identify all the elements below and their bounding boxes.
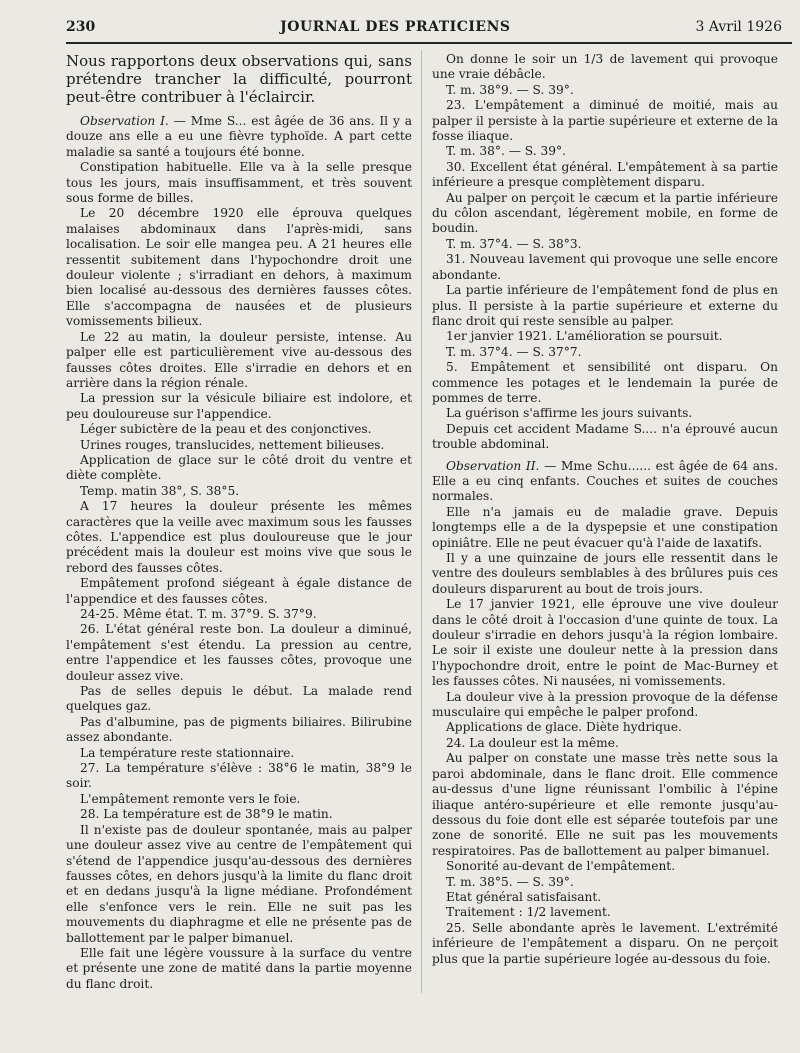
- paragraph: Le 17 janvier 1921, elle éprouve une vive douleur dans le côté droit à l'occasion d'une quinte de toux. La douleur s'irradie en dehors jusqu'à la région lombaire. Le soir il existe une douleur nette à la pression dans l'hypochondre droit, entre le point de Mac-Burney et les fausses côtes. Ni nausées, ni vomissements.: [432, 597, 778, 689]
- paragraph: 24. La douleur est la même.: [446, 735, 619, 750]
- right-column: [432, 52, 778, 993]
- paragraph: Pas d'albumine, pas de pigments biliaires. Bilirubine assez abondante.: [66, 714, 412, 745]
- paragraph: L'empâtement remonte vers le foie.: [80, 791, 301, 806]
- page-header: [66, 14, 782, 40]
- paragraph: Etat général satisfaisant.: [446, 889, 602, 904]
- paragraph: Temp. matin 38°, S. 38°5.: [80, 483, 240, 498]
- paragraph: Constipation habituelle. Elle va à la selle presque tous les jours, mais insuffisamment, et très souvent sous forme de billes.: [66, 160, 412, 206]
- paragraph: T. m. 38°. — S. 39°.: [446, 144, 566, 159]
- observation-1-title: Observation I.: [80, 114, 169, 128]
- paragraph: 23. L'empâtement a diminué de moitié, mais au palper il persiste à la partie supérieure et externe de la fosse iliaque.: [432, 98, 778, 144]
- paragraph: T. m. 37°4. — S. 38°3.: [446, 236, 582, 251]
- paragraph: T. m. 38°9. — S. 39°.: [446, 82, 574, 97]
- intro-paragraph: Nous rapportons deux observations qui, sans prétendre trancher la difficulté, pourront peut-être contribuer à l'éclaircir.: [66, 52, 412, 106]
- journal-title: JOURNAL DES PRATICIENS: [280, 19, 511, 35]
- paragraph: Traitement : 1/2 lavement.: [446, 905, 611, 920]
- observation-1-heading-paragraph: [66, 114, 412, 160]
- observation-2-heading-paragraph: [432, 459, 778, 505]
- paragraph: Elle fait une légère voussure à la surface du ventre et présente une zone de matité dans la partie moyenne du flanc droit.: [66, 945, 412, 991]
- paragraph: T. m. 37°4. — S. 37°7.: [446, 344, 582, 359]
- paragraph: A 17 heures la douleur présente les mêmes caractères que la veille avec maximum sous les fausses côtes. L'appendice est plus douloureuse que le jour précédent mais la douleur est moins vive que sous le rebord des fausses côtes.: [66, 499, 412, 575]
- paragraph: La partie inférieure de l'empâtement fond de plus en plus. Il persiste à la partie supérieure et externe du flanc droit qui reste sensible au palper.: [432, 283, 778, 328]
- page-number: 230: [66, 19, 96, 35]
- paragraph: 31. Nouveau lavement qui provoque une selle encore abondante.: [432, 252, 778, 282]
- paragraph: Urines rouges, translucides, nettement bilieuses.: [80, 437, 385, 452]
- paragraph: Au palper on perçoit le cæcum et la partie inférieure du côlon ascendant, légèrement mobile, en forme de boudin.: [432, 190, 778, 236]
- issue-date: 3 Avril 1926: [695, 19, 782, 35]
- observation-2-lead: — Mme Schu...... est âgée de 64 ans. Elle a eu cinq enfants. Couches et suites de couches normales.: [432, 458, 778, 504]
- column-divider: [421, 50, 422, 993]
- paragraph: 1er janvier 1921. L'amélioration se poursuit.: [446, 329, 723, 344]
- paragraph: 25. Selle abondante après le lavement. L'extrémité inférieure de l'empâtement a disparu. On ne perçoit plus que la partie supérieure logée au-dessous du foie.: [432, 920, 778, 966]
- paragraph: 24-25. Même état. T. m. 37°9. S. 37°9.: [80, 607, 317, 621]
- paragraph: La douleur vive à la pression provoque de la défense musculaire qui empêche le palper profond.: [432, 689, 778, 720]
- left-column: [66, 52, 412, 993]
- paragraph: Au palper on constate une masse très nette sous la paroi abdominale, dans le flanc droit. Elle commence au-dessus d'une ligne réunissant l'ombilic à l'épine iliaque antéro-supérieure et elle remonte jusqu'au-dessous du foie dont elle est séparée toutefois par une zone de sonorité. Elle ne suit pas les mouvements respiratoires. Pas de ballottement au palper bimanuel.: [432, 751, 778, 858]
- paragraph: 5. Empâtement et sensibilité ont disparu. On commence les potages et le lendemain la purée de pommes de terre.: [432, 360, 778, 405]
- paragraph: Il n'existe pas de douleur spontanée, mais au palper une douleur assez vive au centre de l'empâtement qui s'étend de l'appendice jusqu'au-dessous des dernières fausses côtes, en dehors jusqu'à la limite du flanc droit et en dedans jusqu'à la ligne médiane. Profondément elle s'enfonce vers le rein. Elle ne suit pas les mouvements du diaphragme et elle ne présente pas de ballottement par le palper bimanuel.: [66, 822, 412, 945]
- paragraph: T. m. 38°5. — S. 39°.: [446, 874, 574, 889]
- paragraph: Le 20 décembre 1920 elle éprouva quelques malaises abdominaux dans l'après-midi, sans localisation. Le soir elle mangea peu. A 21 heures elle ressentit subitement dans l'hypochondre droit une douleur violente ; s'irradiant en dehors, à maximum bien localisé au-dessous des dernières fausses côtes. Elle s'accompagna de nausées et de plusieurs vomissements bilieux.: [66, 206, 412, 329]
- paragraph: 26. L'état général reste bon. La douleur a diminué, l'empâtement s'est étendu. La pression au centre, entre l'appendice et les fausses côtes, provoque une douleur assez vive.: [66, 622, 412, 683]
- paragraph: La pression sur la vésicule biliaire est indolore, et peu douloureuse sur l'appendice.: [66, 391, 412, 421]
- paragraph: Il y a une quinzaine de jours elle ressentit dans le ventre des douleurs semblables à des brûlures puis ces douleurs disparurent au bout de trois jours.: [432, 551, 778, 596]
- paragraph: Elle n'a jamais eu de maladie grave. Depuis longtemps elle a de la dyspepsie et une constipation opiniâtre. Elle ne peut évacuer qu'à l'aide de laxatifs.: [432, 504, 778, 550]
- paragraph: 30. Excellent état général. L'empâtement à sa partie inférieure a presque complètement disparu.: [432, 159, 778, 190]
- paragraph: Le 22 au matin, la douleur persiste, intense. Au palper elle est particulièrement vive au-dessous des fausses côtes droites. Elle s'irradie en dehors et en arrière dans la région rénale.: [66, 329, 412, 390]
- paragraph: 27. La température s'élève : 38°6 le matin, 38°9 le soir.: [66, 761, 412, 791]
- paragraph: Empâtement profond siégeant à égale distance de l'appendice et des fausses côtes.: [66, 576, 412, 606]
- paragraph: Léger subictère de la peau et des conjonctives.: [80, 422, 372, 437]
- observation-1-lead: — Mme S... est âgée de 36 ans. Il y a douze ans elle a eu une fièvre typhoïde. A part cette maladie sa santé a toujours été bonne.: [66, 114, 412, 159]
- observation-2-title: Observation II.: [446, 458, 540, 473]
- paragraph: La guérison s'affirme les jours suivants.: [446, 406, 693, 421]
- paragraph: On donne le soir un 1/3 de lavement qui provoque une vraie débâcle.: [432, 52, 778, 82]
- paragraph: Depuis cet accident Madame S.... n'a éprouvé aucun trouble abdominal.: [432, 421, 778, 452]
- paragraph: Pas de selles depuis le début. La malade rend quelques gaz.: [66, 684, 412, 714]
- paragraph: Application de glace sur le côté droit du ventre et diète complète.: [66, 452, 412, 483]
- header-rule: [66, 42, 792, 44]
- paragraph: La température reste stationnaire.: [80, 745, 295, 760]
- paragraph: 28. La température est de 38°9 le matin.: [80, 807, 333, 822]
- paragraph: Applications de glace. Diète hydrique.: [446, 720, 682, 735]
- paragraph: Sonorité au-devant de l'empâtement.: [446, 859, 676, 874]
